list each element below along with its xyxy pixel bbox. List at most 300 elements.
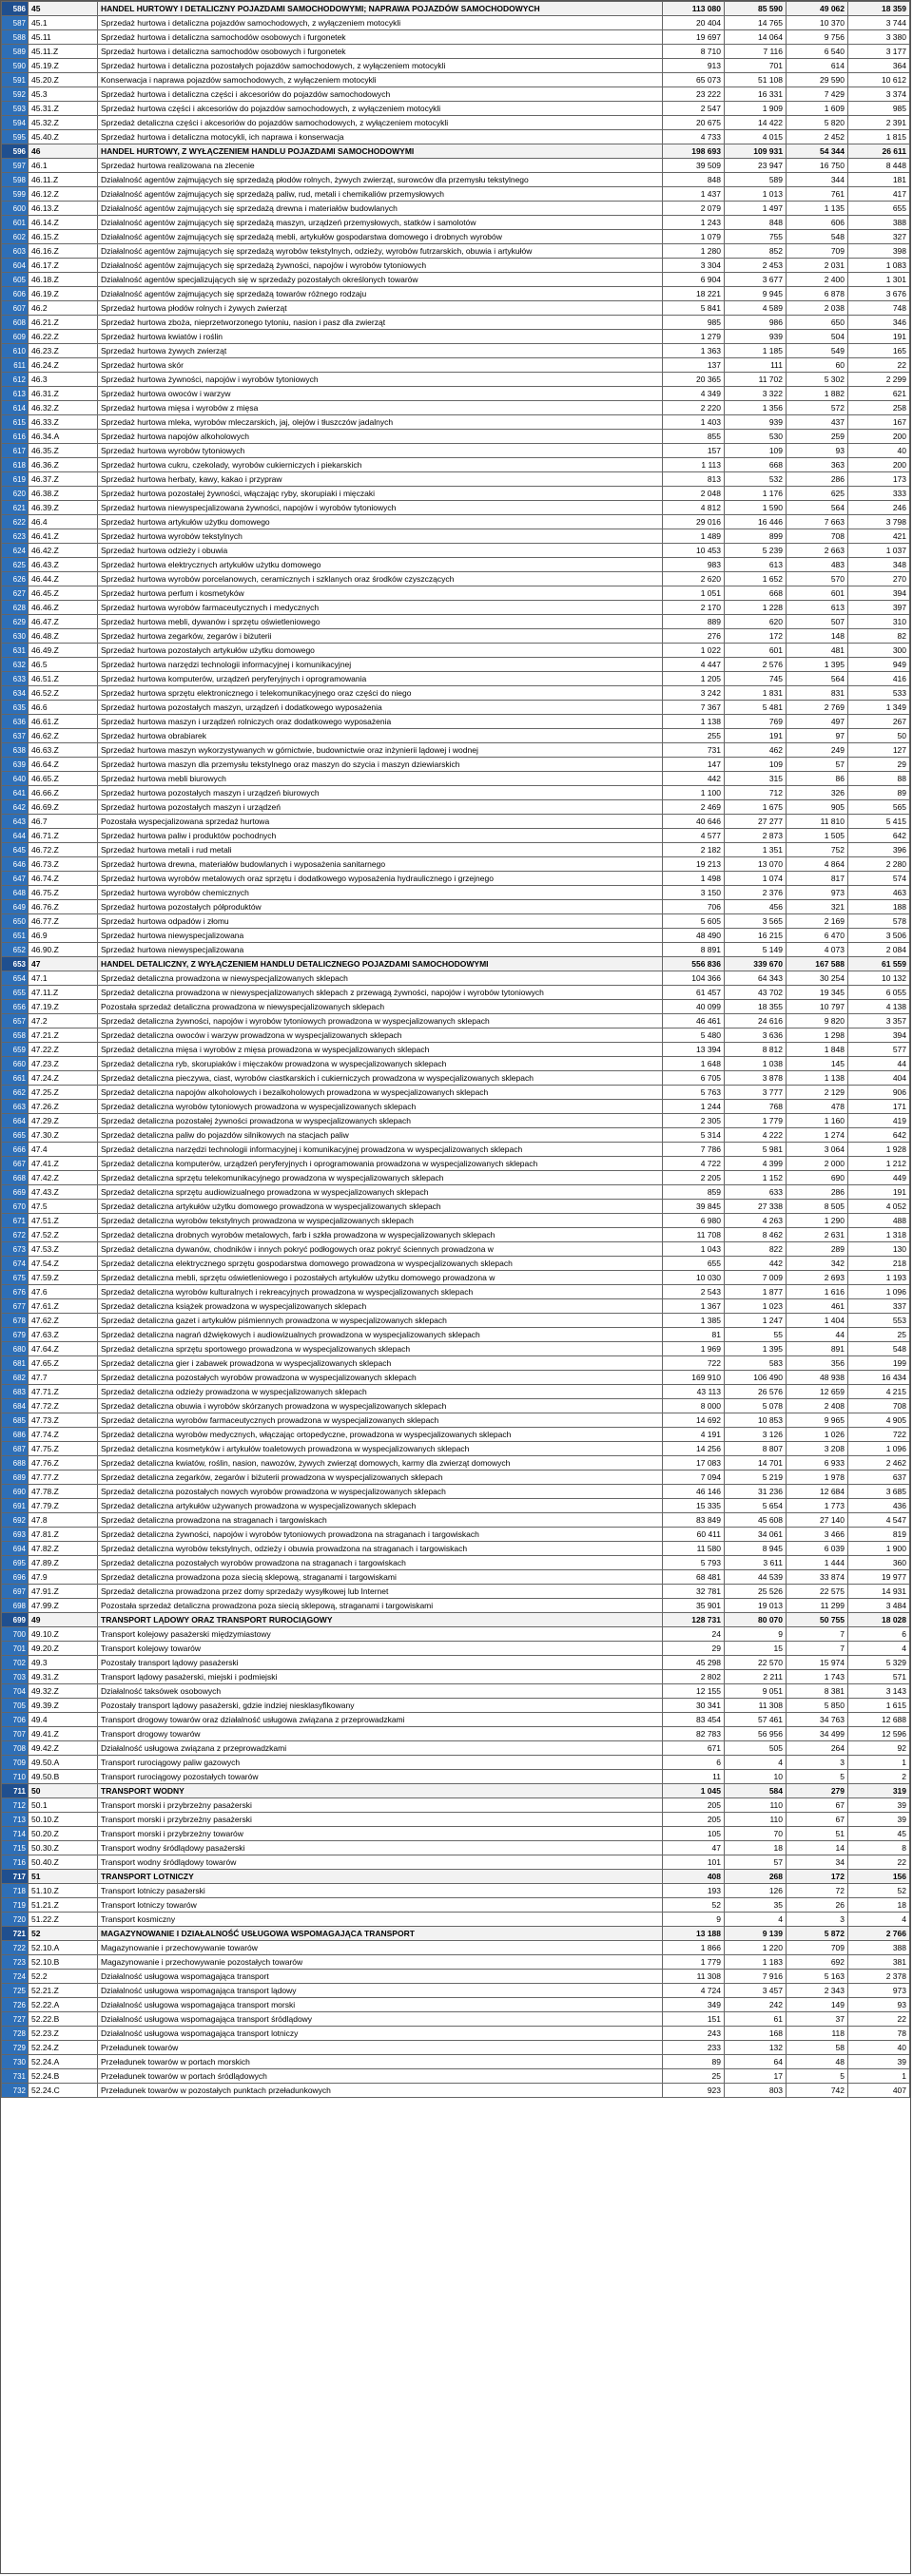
value-col-4: 171	[848, 1100, 910, 1114]
table-row	[2, 815, 910, 829]
row-number: 635	[2, 701, 29, 715]
value-col-4: 6	[848, 1627, 910, 1642]
value-col-1: 46 146	[663, 1485, 725, 1499]
value-col-4: 10 132	[848, 971, 910, 986]
activity-name: Sprzedaż detaliczna sprzętu telekomunikacyjnego prowadzona w wyspecjalizowanych sklepach	[98, 1171, 663, 1185]
row-number: 704	[2, 1684, 29, 1699]
value-col-1: 706	[663, 900, 725, 914]
value-col-4: 655	[848, 202, 910, 216]
row-number: 641	[2, 786, 29, 800]
value-col-1: 20 365	[663, 373, 725, 387]
value-col-2: 532	[725, 472, 787, 487]
row-number: 606	[2, 287, 29, 301]
activity-name: TRANSPORT WODNY	[98, 1784, 663, 1798]
value-col-2: 584	[725, 1784, 787, 1798]
value-col-4: 52	[848, 1884, 910, 1898]
table-row	[2, 1057, 910, 1071]
value-col-2: 3 126	[725, 1428, 787, 1442]
table-row	[2, 971, 910, 986]
table-row	[2, 2069, 910, 2084]
value-col-1: 889	[663, 615, 725, 629]
activity-name: TRANSPORT LĄDOWY ORAZ TRANSPORT RUROCIĄGOWY	[98, 1613, 663, 1627]
value-col-3: 3 466	[787, 1528, 848, 1542]
table-row	[2, 1242, 910, 1257]
value-col-3: 1 978	[787, 1471, 848, 1485]
value-col-3: 613	[787, 601, 848, 615]
value-col-4: 3 357	[848, 1014, 910, 1028]
value-col-3: 44	[787, 1328, 848, 1342]
activity-name: Sprzedaż detaliczna artykułów używanych prowadzona w wyspecjalizowanych sklepach	[98, 1499, 663, 1513]
activity-name: HANDEL HURTOWY, Z WYŁĄCZENIEM HANDLU POJAZDAMI SAMOCHODOWYMI	[98, 144, 663, 159]
activity-name: Sprzedaż detaliczna prowadzona na straganach i targowiskach	[98, 1513, 663, 1528]
activity-code: 46.13.Z	[29, 202, 98, 216]
value-col-1: 983	[663, 558, 725, 572]
value-col-1: 198 693	[663, 144, 725, 159]
activity-name: Sprzedaż detaliczna komputerów, urządzeń peryferyjnych i oprogramowania prowadzona w wyspecjalizowanych sklepach	[98, 1157, 663, 1171]
value-col-2: 1 228	[725, 601, 787, 615]
activity-code: 47.75.Z	[29, 1442, 98, 1456]
activity-code: 52.24.C	[29, 2084, 98, 2098]
activity-name: Sprzedaż hurtowa wyrobów chemicznych	[98, 886, 663, 900]
value-col-2: 11 702	[725, 373, 787, 387]
table-row	[2, 2041, 910, 2055]
table-row	[2, 1684, 910, 1699]
value-col-4: 8 448	[848, 159, 910, 173]
table-row	[2, 1071, 910, 1086]
activity-code: 45.31.Z	[29, 102, 98, 116]
activity-name: Sprzedaż detaliczna odzieży prowadzona w wyspecjalizowanych sklepach	[98, 1385, 663, 1399]
value-col-3: 606	[787, 216, 848, 230]
activity-name: Przeładunek towarów	[98, 2041, 663, 2055]
row-number: 683	[2, 1385, 29, 1399]
row-number: 634	[2, 686, 29, 701]
value-col-3: 891	[787, 1342, 848, 1356]
row-number: 589	[2, 45, 29, 59]
row-number: 652	[2, 943, 29, 957]
activity-code: 47.42.Z	[29, 1171, 98, 1185]
value-col-2: 1 247	[725, 1314, 787, 1328]
activity-code: 47.21.Z	[29, 1028, 98, 1043]
value-col-4: 16 434	[848, 1371, 910, 1385]
activity-code: 46.23.Z	[29, 344, 98, 358]
value-col-4: 708	[848, 1399, 910, 1413]
value-col-1: 1 043	[663, 1242, 725, 1257]
value-col-2: 1 831	[725, 686, 787, 701]
row-number: 588	[2, 30, 29, 45]
value-col-2: 939	[725, 415, 787, 430]
value-col-2: 1 652	[725, 572, 787, 586]
value-col-2: 848	[725, 216, 787, 230]
value-col-4: 1 212	[848, 1157, 910, 1171]
value-col-3: 167 588	[787, 957, 848, 971]
activity-code: 47.51.Z	[29, 1214, 98, 1228]
value-col-2: 55	[725, 1328, 787, 1342]
value-col-4: 4 905	[848, 1413, 910, 1428]
activity-name: Sprzedaż detaliczna gazet i artykułów piśmiennych prowadzona w wyspecjalizowanych sklepach	[98, 1314, 663, 1328]
table-row	[2, 230, 910, 244]
row-number: 666	[2, 1143, 29, 1157]
value-col-2: 8 807	[725, 1442, 787, 1456]
activity-name: Działalność agentów zajmujących się sprzedażą maszyn, urządzeń przemysłowych, statków i samolotów	[98, 216, 663, 230]
value-col-1: 349	[663, 1998, 725, 2012]
value-col-1: 24	[663, 1627, 725, 1642]
table-row	[2, 1984, 910, 1998]
value-col-1: 813	[663, 472, 725, 487]
value-col-4: 2 462	[848, 1456, 910, 1471]
activity-name: Sprzedaż hurtowa i detaliczna pojazdów samochodowych, z wyłączeniem motocykli	[98, 16, 663, 30]
value-col-2: 10 853	[725, 1413, 787, 1428]
value-col-4: 45	[848, 1827, 910, 1841]
table-row	[2, 1513, 910, 1528]
table-row	[2, 601, 910, 615]
value-col-4: 12 688	[848, 1713, 910, 1727]
row-number: 658	[2, 1028, 29, 1043]
value-col-4: 488	[848, 1214, 910, 1228]
value-col-3: 34 499	[787, 1727, 848, 1741]
value-col-2: 43 702	[725, 986, 787, 1000]
activity-code: 46.15.Z	[29, 230, 98, 244]
row-number: 618	[2, 458, 29, 472]
value-col-4: 267	[848, 715, 910, 729]
value-col-2: 2 211	[725, 1670, 787, 1684]
activity-code: 46.73.Z	[29, 857, 98, 872]
value-col-3: 34	[787, 1855, 848, 1870]
value-col-3: 363	[787, 458, 848, 472]
activity-code: 46.18.Z	[29, 273, 98, 287]
row-number: 679	[2, 1328, 29, 1342]
activity-code: 49.41.Z	[29, 1727, 98, 1741]
activity-code: 47.76.Z	[29, 1456, 98, 1471]
value-col-2: 1 877	[725, 1285, 787, 1299]
value-col-2: 899	[725, 529, 787, 544]
value-col-1: 5 793	[663, 1556, 725, 1570]
row-number: 698	[2, 1599, 29, 1613]
value-col-3: 497	[787, 715, 848, 729]
table-row	[2, 1599, 910, 1613]
activity-code: 46.36.Z	[29, 458, 98, 472]
value-col-1: 7 094	[663, 1471, 725, 1485]
section-row	[2, 2, 910, 16]
row-number: 671	[2, 1214, 29, 1228]
value-col-4: 39	[848, 1813, 910, 1827]
row-number: 719	[2, 1898, 29, 1913]
value-col-1: 82 783	[663, 1727, 725, 1741]
value-col-3: 54 344	[787, 144, 848, 159]
row-number: 680	[2, 1342, 29, 1356]
value-col-1: 923	[663, 2084, 725, 2098]
value-col-4: 18	[848, 1898, 910, 1913]
activity-name: Sprzedaż detaliczna wyrobów kulturalnych i rekreacyjnych prowadzona w wyspecjalizowanych sklepach	[98, 1285, 663, 1299]
value-col-3: 1 160	[787, 1114, 848, 1128]
activity-code: 46.5	[29, 658, 98, 672]
row-number: 687	[2, 1442, 29, 1456]
value-col-2: 3 677	[725, 273, 787, 287]
row-number: 663	[2, 1100, 29, 1114]
value-col-3: 48 938	[787, 1371, 848, 1385]
value-col-1: 848	[663, 173, 725, 187]
activity-code: 47.52.Z	[29, 1228, 98, 1242]
row-number: 631	[2, 644, 29, 658]
table-row	[2, 387, 910, 401]
activity-code: 47.54.Z	[29, 1257, 98, 1271]
activity-name: Sprzedaż detaliczna narzędzi technologii informacyjnej i komunikacyjnej prowadzona w wyspecjalizowanych sklepach	[98, 1143, 663, 1157]
table-row	[2, 216, 910, 230]
table-row	[2, 1000, 910, 1014]
table-row	[2, 1442, 910, 1456]
row-number: 668	[2, 1171, 29, 1185]
value-col-4: 300	[848, 644, 910, 658]
activity-code: 46.47.Z	[29, 615, 98, 629]
value-col-1: 1 113	[663, 458, 725, 472]
value-col-3: 7 429	[787, 87, 848, 102]
value-col-1: 5 605	[663, 914, 725, 929]
activity-name: Transport lądowy pasażerski, miejski i podmiejski	[98, 1670, 663, 1684]
value-col-4: 4 215	[848, 1385, 910, 1399]
table-row	[2, 2055, 910, 2069]
table-row	[2, 244, 910, 259]
row-number: 731	[2, 2069, 29, 2084]
value-col-1: 4 724	[663, 1984, 725, 1998]
row-number: 709	[2, 1756, 29, 1770]
activity-code: 50.40.Z	[29, 1855, 98, 1870]
table-row	[2, 259, 910, 273]
table-row	[2, 772, 910, 786]
value-col-3: 570	[787, 572, 848, 586]
table-row	[2, 1499, 910, 1513]
activity-name: Sprzedaż hurtowa i detaliczna części i akcesoriów do pojazdów samochodowych	[98, 87, 663, 102]
value-col-2: 51 108	[725, 73, 787, 87]
value-col-2: 14 422	[725, 116, 787, 130]
value-col-2: 4	[725, 1913, 787, 1927]
value-col-1: 243	[663, 2027, 725, 2041]
value-col-4: 642	[848, 829, 910, 843]
value-col-4: 3 374	[848, 87, 910, 102]
activity-code: 46.19.Z	[29, 287, 98, 301]
value-col-2: 7 116	[725, 45, 787, 59]
value-col-2: 4 263	[725, 1214, 787, 1228]
activity-name: Działalność agentów zajmujących się sprzedażą paliw, rud, metali i chemikaliów przemysłowych	[98, 187, 663, 202]
activity-name: Transport rurociągowy paliw gazowych	[98, 1756, 663, 1770]
value-col-3: 10 797	[787, 1000, 848, 1014]
value-col-4: 985	[848, 102, 910, 116]
row-number: 636	[2, 715, 29, 729]
value-col-4: 571	[848, 1670, 910, 1684]
row-number: 715	[2, 1841, 29, 1855]
row-number: 640	[2, 772, 29, 786]
activity-name: Sprzedaż detaliczna wyrobów tekstylnych prowadzona w wyspecjalizowanych sklepach	[98, 1214, 663, 1228]
value-col-3: 5	[787, 1770, 848, 1784]
activity-code: 46.39.Z	[29, 501, 98, 515]
activity-code: 47.25.Z	[29, 1086, 98, 1100]
value-col-1: 5 841	[663, 301, 725, 316]
value-col-4: 50	[848, 729, 910, 743]
value-col-2: 109	[725, 758, 787, 772]
value-col-1: 3 242	[663, 686, 725, 701]
activity-code: 47.65.Z	[29, 1356, 98, 1371]
activity-name: Sprzedaż detaliczna kwiatów, roślin, nasion, nawozów, żywych zwierząt domowych, karmy dla zwierząt domowych	[98, 1456, 663, 1471]
activity-name: Sprzedaż detaliczna żywności, napojów i wyrobów tytoniowych prowadzona na straganach i targowiskach	[98, 1528, 663, 1542]
value-col-3: 5 302	[787, 373, 848, 387]
value-col-2: 111	[725, 358, 787, 373]
table-row	[2, 886, 910, 900]
value-col-3: 2 408	[787, 1399, 848, 1413]
row-number: 722	[2, 1941, 29, 1955]
value-col-4: 463	[848, 886, 910, 900]
value-col-2: 242	[725, 1998, 787, 2012]
value-col-1: 1 243	[663, 216, 725, 230]
value-col-2: 110	[725, 1798, 787, 1813]
activity-code: 45.19.Z	[29, 59, 98, 73]
table-row	[2, 430, 910, 444]
table-row	[2, 615, 910, 629]
row-number: 673	[2, 1242, 29, 1257]
value-col-1: 20 675	[663, 116, 725, 130]
value-col-3: 1 848	[787, 1043, 848, 1057]
row-number: 700	[2, 1627, 29, 1642]
value-col-4: 6 055	[848, 986, 910, 1000]
value-col-1: 731	[663, 743, 725, 758]
value-col-4: 5 415	[848, 815, 910, 829]
value-col-1: 205	[663, 1798, 725, 1813]
activity-name: Magazynowanie i przechowywanie towarów	[98, 1941, 663, 1955]
activity-name: Transport drogowy towarów	[98, 1727, 663, 1741]
activity-code: 47.78.Z	[29, 1485, 98, 1499]
row-number: 649	[2, 900, 29, 914]
table-row	[2, 914, 910, 929]
value-col-4: 25	[848, 1328, 910, 1342]
value-col-2: 7 009	[725, 1271, 787, 1285]
value-col-1: 13 394	[663, 1043, 725, 1057]
value-col-1: 89	[663, 2055, 725, 2069]
value-col-2: 17	[725, 2069, 787, 2084]
activity-name: Transport kosmiczny	[98, 1913, 663, 1927]
value-col-1: 671	[663, 1741, 725, 1756]
row-number: 615	[2, 415, 29, 430]
value-col-3: 12 684	[787, 1485, 848, 1499]
activity-name: TRANSPORT LOTNICZY	[98, 1870, 663, 1884]
value-col-2: 620	[725, 615, 787, 629]
value-col-2: 8 462	[725, 1228, 787, 1242]
value-col-4: 2 378	[848, 1970, 910, 1984]
value-col-2: 1 497	[725, 202, 787, 216]
activity-name: Działalność agentów zajmujących się sprzedażą wyrobów tekstylnych, odzieży, wyrobów futrzarskich, obuwia i artykułów	[98, 244, 663, 259]
value-col-1: 1 385	[663, 1314, 725, 1328]
value-col-4: 1 928	[848, 1143, 910, 1157]
value-col-1: 43 113	[663, 1385, 725, 1399]
value-col-3: 67	[787, 1813, 848, 1827]
table-row	[2, 1456, 910, 1471]
row-number: 609	[2, 330, 29, 344]
activity-name: Sprzedaż hurtowa części i akcesoriów do pojazdów samochodowych, z wyłączeniem motocykli	[98, 102, 663, 116]
value-col-1: 3 304	[663, 259, 725, 273]
value-col-2: 27 338	[725, 1200, 787, 1214]
value-col-4: 327	[848, 230, 910, 244]
value-col-2: 1 675	[725, 800, 787, 815]
row-number: 732	[2, 2084, 29, 2098]
activity-code: 52.2	[29, 1970, 98, 1984]
value-col-2: 1 176	[725, 487, 787, 501]
activity-name: Sprzedaż hurtowa pozostałych półproduktów	[98, 900, 663, 914]
value-col-1: 17 083	[663, 1456, 725, 1471]
value-col-3: 2 038	[787, 301, 848, 316]
value-col-4: 310	[848, 615, 910, 629]
activity-name: Sprzedaż hurtowa maszyn dla przemysłu tekstylnego oraz maszyn do szycia i maszyn dziewiarskich	[98, 758, 663, 772]
value-col-1: 655	[663, 1257, 725, 1271]
activity-name: Sprzedaż detaliczna napojów alkoholowych i bezalkoholowych prowadzona w wyspecjalizowanych sklepach	[98, 1086, 663, 1100]
value-col-3: 356	[787, 1356, 848, 1371]
value-col-4: 88	[848, 772, 910, 786]
value-col-4: 577	[848, 1043, 910, 1057]
row-number: 672	[2, 1228, 29, 1242]
value-col-2: 803	[725, 2084, 787, 2098]
value-col-4: 319	[848, 1784, 910, 1798]
activity-name: Sprzedaż hurtowa żywności, napojów i wyrobów tytoniowych	[98, 373, 663, 387]
value-col-1: 2 182	[663, 843, 725, 857]
value-col-1: 11 308	[663, 1970, 725, 1984]
value-col-4: 337	[848, 1299, 910, 1314]
value-col-1: 442	[663, 772, 725, 786]
value-col-3: 4 864	[787, 857, 848, 872]
activity-code: 46.37.Z	[29, 472, 98, 487]
value-col-3: 58	[787, 2041, 848, 2055]
value-col-2: 633	[725, 1185, 787, 1200]
section-row	[2, 144, 910, 159]
table-row	[2, 30, 910, 45]
value-col-4: 574	[848, 872, 910, 886]
value-col-3: 709	[787, 244, 848, 259]
value-col-4: 407	[848, 2084, 910, 2098]
table-row	[2, 1086, 910, 1100]
value-col-1: 68 481	[663, 1570, 725, 1585]
value-col-3: 1 290	[787, 1214, 848, 1228]
value-col-1: 83 849	[663, 1513, 725, 1528]
activity-name: Sprzedaż detaliczna paliw do pojazdów silnikowych na stacjach paliw	[98, 1128, 663, 1143]
table-row	[2, 16, 910, 30]
table-row	[2, 444, 910, 458]
value-col-3: 97	[787, 729, 848, 743]
value-col-4: 200	[848, 430, 910, 444]
table-row	[2, 743, 910, 758]
value-col-2: 1 220	[725, 1941, 787, 1955]
value-col-3: 2 343	[787, 1984, 848, 1998]
activity-code: 47.82.Z	[29, 1542, 98, 1556]
activity-name: Działalność usługowa wspomagająca transport lądowy	[98, 1984, 663, 1998]
table-row	[2, 487, 910, 501]
table-row	[2, 1656, 910, 1670]
table-row	[2, 1670, 910, 1684]
value-col-1: 104 366	[663, 971, 725, 986]
value-col-4: 388	[848, 1941, 910, 1955]
table-row	[2, 1356, 910, 1371]
value-col-3: 2 031	[787, 259, 848, 273]
activity-name: Sprzedaż detaliczna wyrobów medycznych, włączając ortopedyczne, prowadzona w wyspecjalizowanych sklepach	[98, 1428, 663, 1442]
value-col-3: 1 298	[787, 1028, 848, 1043]
value-col-4: 40	[848, 444, 910, 458]
value-col-1: 19 697	[663, 30, 725, 45]
value-col-2: 668	[725, 458, 787, 472]
value-col-2: 339 670	[725, 957, 787, 971]
value-col-3: 504	[787, 330, 848, 344]
activity-code: 46.9	[29, 929, 98, 943]
activity-name: Sprzedaż detaliczna gier i zabawek prowadzona w wyspecjalizowanych sklepach	[98, 1356, 663, 1371]
activity-name: Magazynowanie i przechowywanie pozostałych towarów	[98, 1955, 663, 1970]
activity-name: Transport morski i przybrzeżny pasażerski	[98, 1798, 663, 1813]
activity-name: Sprzedaż hurtowa sprzętu elektronicznego i telekomunikacyjnego oraz części do niego	[98, 686, 663, 701]
activity-code: 47.59.Z	[29, 1271, 98, 1285]
table-row	[2, 658, 910, 672]
row-number: 632	[2, 658, 29, 672]
activity-name: Przeładunek towarów w pozostałych punktach przeładunkowych	[98, 2084, 663, 2098]
